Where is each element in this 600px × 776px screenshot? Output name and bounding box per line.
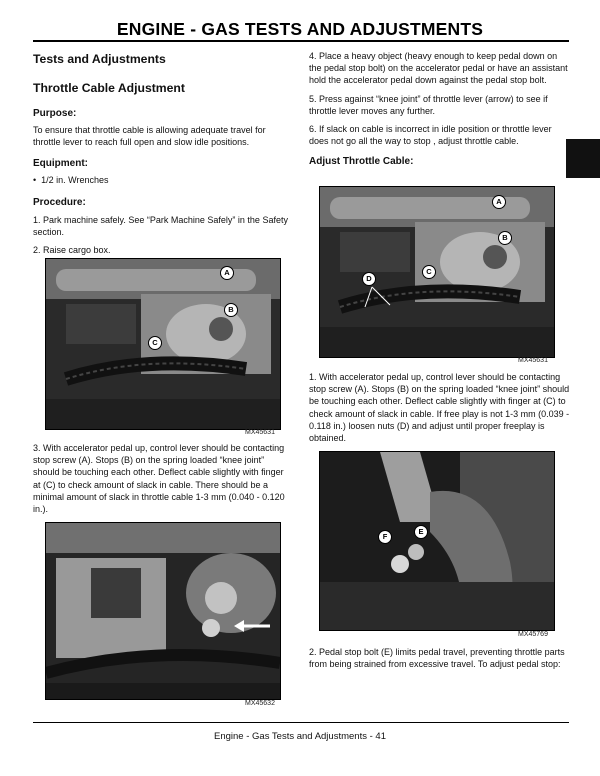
callout-b: B xyxy=(498,231,512,245)
procedure-step-2: 2. Raise cargo box. xyxy=(33,245,111,256)
header-divider xyxy=(33,40,569,42)
procedure-step-4: 4. Place a heavy object (heavy enough to keep pedal down on the pedal stop bolt) on the accelerator pedal or have an assistant hold the accelerator pedal down against the pedal stop bolt. xyxy=(309,51,568,86)
procedure-step-5: 5. Press against “knee joint” of throttle lever (arrow) to see if throttle lever moves any further. xyxy=(309,93,548,116)
procedure-step-3: 3. With accelerator pedal up, control lever should be contacting stop screw (A). Stops (B) on the spring loaded “knee joint” should be touching each other. Deflect cable slightly with finger at (C) to check amount of slack in cable. There should be a minimal amount of slack in throttle cable 1-3 mm (0.040 - 0.120 in.). xyxy=(33,443,285,515)
section-title: Tests and Adjustments xyxy=(33,52,166,66)
purpose-heading: Purpose: xyxy=(33,108,77,119)
callout-d: D xyxy=(362,272,376,286)
footer-divider xyxy=(33,722,569,723)
adjust-step-1: 1. With accelerator pedal up, control lever should be contacting stop screw (A). Stops (B) on the spring loaded “knee joint” should be touching each other. Deflect cable slightly with finger at (C) to check amount of slack in cable. If free play is not 1-3 mm (0.039 - 0.118 in.) loosen nuts (D) and adjust until proper freeplay is obtained. xyxy=(309,372,570,444)
section-tab-marker xyxy=(566,139,600,178)
subsection-title: Throttle Cable Adjustment xyxy=(33,81,185,95)
pedal-stop-photo xyxy=(319,451,555,631)
throttle-body-photo-1 xyxy=(45,258,281,430)
bullet-icon: • xyxy=(33,175,42,186)
callout-c: C xyxy=(148,336,162,350)
callout-a: A xyxy=(492,195,506,209)
equipment-item: • 1/2 in. Wrenches xyxy=(33,175,109,186)
procedure-step-1: 1. Park machine safely. See “Park Machine Safely” in the Safety section. xyxy=(33,214,288,237)
throttle-body-photo-2 xyxy=(45,522,281,700)
callout-a: A xyxy=(220,266,234,280)
right-column xyxy=(309,50,571,167)
adjust-heading: Adjust Throttle Cable: xyxy=(309,156,414,168)
adjust-step-2: 2. Pedal stop bolt (E) limits pedal travel, preventing throttle parts from being strained from excessive travel. To adjust pedal stop: xyxy=(309,647,565,670)
page-title: ENGINE - GAS TESTS AND ADJUSTMENTS xyxy=(116,19,484,39)
procedure-heading: Procedure: xyxy=(33,196,86,208)
figure-id: MX45769 xyxy=(518,631,548,638)
procedure-step-6: 6. If slack on cable is incorrect in idle position or throttle lever does not go all the way to stop , adjust throttle cable. xyxy=(309,124,552,147)
figure-id: MX45632 xyxy=(245,700,275,707)
left-column xyxy=(33,50,291,256)
equipment-heading: Equipment: xyxy=(33,158,88,170)
callout-c: C xyxy=(422,265,436,279)
page-footer: Engine - Gas Tests and Adjustments - 41 xyxy=(214,731,386,742)
figure-id: MX45631 xyxy=(518,357,548,364)
arrow-icon xyxy=(232,619,272,633)
figure-id: MX45631 xyxy=(245,429,275,436)
purpose-text: To ensure that throttle cable is allowing adequate travel for throttle lever to reach full open and slow idle positions. xyxy=(33,125,266,148)
callout-b: B xyxy=(224,303,238,317)
callout-f: F xyxy=(378,530,392,544)
throttle-body-photo-3 xyxy=(319,186,555,358)
callout-e: E xyxy=(414,525,428,539)
